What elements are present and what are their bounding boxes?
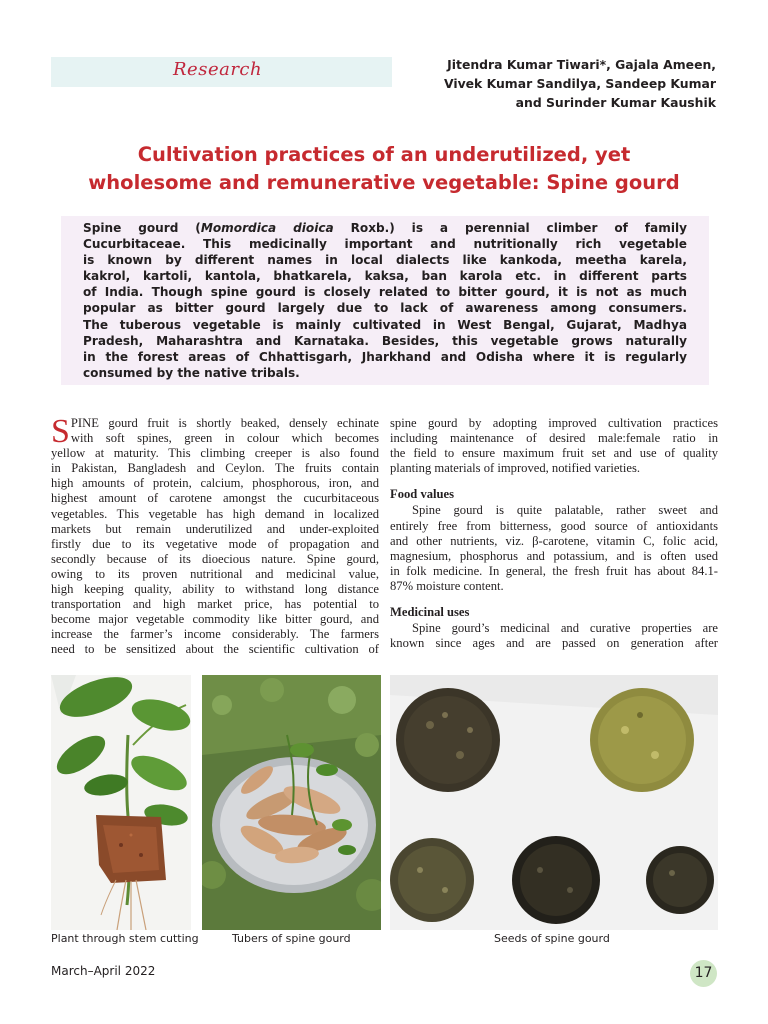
body-line: vegetables. This vegetable has high demand in localized <box>51 506 379 521</box>
body-line: in Pakistan, Bangladesh and Ceylon. The fruits contain <box>51 461 379 476</box>
body-line: planting materials of improved, notified varieties. <box>390 461 641 476</box>
plant-photo-caption: Plant through stem cutting <box>51 932 199 945</box>
article-title <box>30 141 738 197</box>
body-column-left <box>51 413 379 658</box>
abstract-line: consumed by the native tribals. <box>83 365 300 380</box>
body-line: PINE gourd fruit is shortly beaked, densely echinate <box>70 416 379 430</box>
issue-date: March–April 2022 <box>51 964 156 978</box>
drop-cap: S <box>51 413 70 450</box>
food-values-heading: Food values <box>390 487 455 502</box>
body-line: including maintenance of desired male:female ratio in <box>390 431 718 446</box>
tubers-photo-caption: Tubers of spine gourd <box>232 932 351 945</box>
author-line: Vivek Kumar Sandilya, Sandeep Kumar <box>443 76 716 91</box>
body-line: with soft spines, green in colour which becomes <box>70 431 379 446</box>
body-line: markets but remain underutilized and under-exploited <box>51 521 379 536</box>
body-line: the field to ensure maximum fruit set and use of quality <box>390 446 718 461</box>
page-number-badge: 17 <box>690 960 717 987</box>
abstract-line: in the forest areas of Chhattisgarh, Jharkhand and Odisha where it is regularly <box>83 349 687 364</box>
body-column-right <box>390 416 718 651</box>
species-name: Momordica dioica <box>200 221 334 235</box>
body-line: need to be sensitized about the scientific cultivation of <box>51 642 379 657</box>
body-line: high amounts of protein, calcium, phosphorous, iron, and <box>51 476 379 491</box>
title-line: wholesome and remunerative vegetable: Spine gourd <box>88 171 680 194</box>
body-line: Spine gourd’s medicinal and curative properties are <box>412 621 718 636</box>
body-line: and other nutrients, viz. β-carotene, vitamin C, folic acid, <box>390 533 718 548</box>
author-list <box>386 55 716 112</box>
body-line: Spine gourd is quite palatable, rather sweet and <box>412 503 718 518</box>
abstract-line: of India. Though spine gourd is closely related to bitter gourd, it is not as much <box>83 285 687 300</box>
body-line: spine gourd by adopting improved cultivation practices <box>390 416 718 430</box>
body-line: in folk medicine. In general, the fresh fruit has about 84.1- <box>390 563 718 578</box>
abstract-line: kakrol, kartoli, kantola, bhatkarela, kaksa, ban karola etc. in different parts <box>83 269 687 284</box>
section-tag <box>51 57 392 87</box>
body-line: owing to its proven nutritional and medicinal value, <box>51 566 379 581</box>
abstract-box <box>61 216 709 385</box>
tubers-photo <box>202 675 381 930</box>
plant-cutting-photo <box>51 675 191 930</box>
body-line: highest amount of carotene amongst the cucurbitaceous <box>51 491 379 506</box>
section-label: Research <box>173 59 263 80</box>
abstract-line: Spine gourd (Momordica dioica Roxb.) is a perennial climber of family <box>83 221 687 235</box>
body-line: entirely free from bitterness, good source of antioxidants <box>390 518 718 533</box>
body-line: transportation and high market price, has potential to <box>51 597 379 612</box>
seeds-photo <box>390 675 718 930</box>
medicinal-uses-heading: Medicinal uses <box>390 605 470 620</box>
title-line: Cultivation practices of an underutilized, yet <box>137 143 631 166</box>
author-line: and Surinder Kumar Kaushik <box>515 95 716 110</box>
body-line: increase the farmer’s income considerably. The farmers <box>51 627 379 642</box>
abstract-line: Pradesh, Maharashtra and Karnataka. Besides, this vegetable grows naturally <box>83 333 687 348</box>
body-line: secondly because of its dioecious nature. Spine gourd, <box>51 551 379 566</box>
body-line: yellow at maturity. This climbing creeper is also found <box>51 446 379 461</box>
body-line: known since ages and are passed on generation after <box>390 636 718 651</box>
body-line: magnesium, phosphorus and potassium, and is often used <box>390 548 718 563</box>
abstract-line: Cucurbitaceae. This medicinally important and nutritionally rich vegetable <box>83 237 687 252</box>
abstract-line: The tuberous vegetable is mainly cultivated in West Bengal, Gujarat, Madhya <box>83 317 687 332</box>
body-line: high keeping quality, ability to withstand long distance <box>51 582 379 597</box>
body-line: firstly due to its vegetative mode of propagation and <box>51 536 379 551</box>
abstract-line: is known by different names in local dialects like kankoda, meetha karela, <box>83 253 687 268</box>
body-line: become major vegetable commodity like bitter gourd, and <box>51 612 379 627</box>
seeds-photo-caption: Seeds of spine gourd <box>494 932 610 945</box>
abstract-line: popular as bitter gourd largely due to lack of awareness among consumers. <box>83 301 687 316</box>
author-line: Jitendra Kumar Tiwari*, Gajala Ameen, <box>447 57 716 72</box>
body-line: 87% moisture content. <box>390 578 504 593</box>
